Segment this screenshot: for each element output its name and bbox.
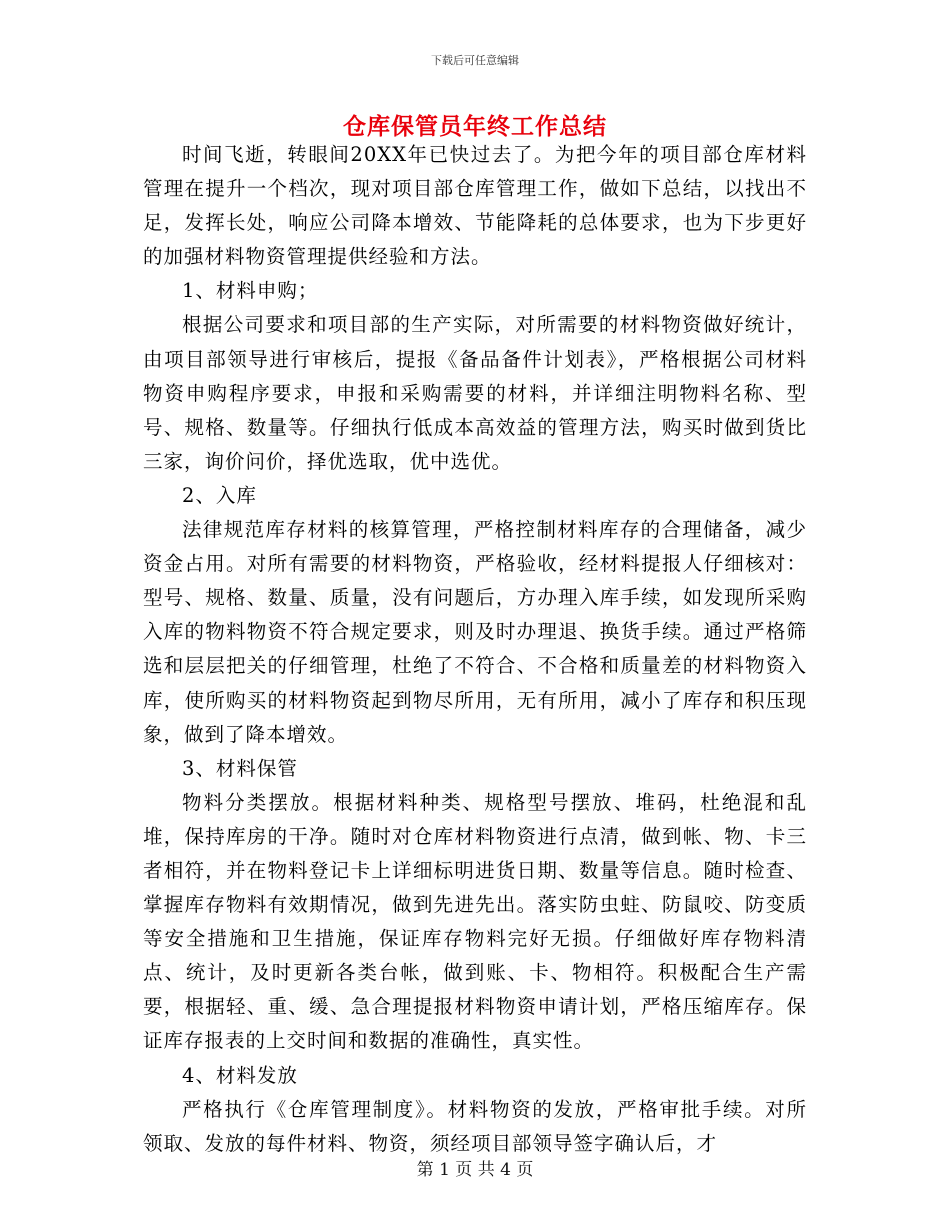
document-body [143,138,807,1161]
section-heading-warehousing: 2、入库 [182,483,257,507]
paragraph-warehousing: 法律规范库存材料的核算管理，严格控制材料库存的合理储备，减少资金占用。对所有需要的材料物资，严格验收，经材料提报人仔细核对：型号、规格、数量、质量，没有问题后，方办理入库手续，如发现所采购入库的物料物资不符合规定要求，则及时办理退、换货手续。通过严格筛选和层层把关的仔细管理，杜绝了不符合、不合格和质量差的材料物资入库，使所购买的材料物资起到物尽所用，无有所用，减小了库存和积压现象，做到了降本增效。 [143,518,807,746]
section-heading-purchase: 1、材料申购； [182,279,319,303]
paragraph-purchase: 根据公司要求和项目部的生产实际，对所需要的材料物资做好统计，由项目部领导进行审核后，提报《备品备件计划表》，严格根据公司材料物资申购程序要求，申报和采购需要的材料，并详细注明物料名称、型号、规格、数量等。仔细执行低成本高效益的管理方法，购买时做到货比三家，询价问价，择优选取，优中选优。 [143,313,807,473]
document-title: 仓库保管员年终工作总结 [343,113,607,140]
paragraph-intro: 时间飞逝，转眼间20XX年已快过去了。为把今年的项目部仓库材料管理在提升一个档次，现对项目部仓库管理工作，做如下总结，以找出不足，发挥长处，响应公司降本增效、节能降耗的总体要求，也为下步更好的加强材料物资管理提供经验和方法。 [143,143,807,269]
section-heading-distribution: 4、材料发放 [182,1063,298,1087]
header-note: 下载后可任意编辑 [431,54,519,67]
page-number-footer: 第 1 页 共 4 页 [416,1160,534,1180]
paragraph-distribution: 严格执行《仓库管理制度》。材料物资的发放，严格审批手续。对所领取、发放的每件材料、物资，须经项目部领导签字确认后，才 [143,1097,807,1155]
section-heading-storage: 3、材料保管 [182,756,298,780]
paragraph-storage: 物料分类摆放。根据材料种类、规格型号摆放、堆码，杜绝混和乱堆，保持库房的干净。随时对仓库材料物资进行点清，做到帐、物、卡三者相符，并在物料登记卡上详细标明进货日期、数量等信息。随时检查、掌握库存物料有效期情况，做到先进先出。落实防虫蛀、防鼠咬、防变质等安全措施和卫生措施，保证库存物料完好无损。仔细做好库存物料清点、统计，及时更新各类台帐，做到账、卡、物相符。积极配合生产需要，根据轻、重、缓、急合理提报材料物资申请计划，严格压缩库存。保证库存报表的上交时间和数据的准确性，真实性。 [143,790,807,1053]
